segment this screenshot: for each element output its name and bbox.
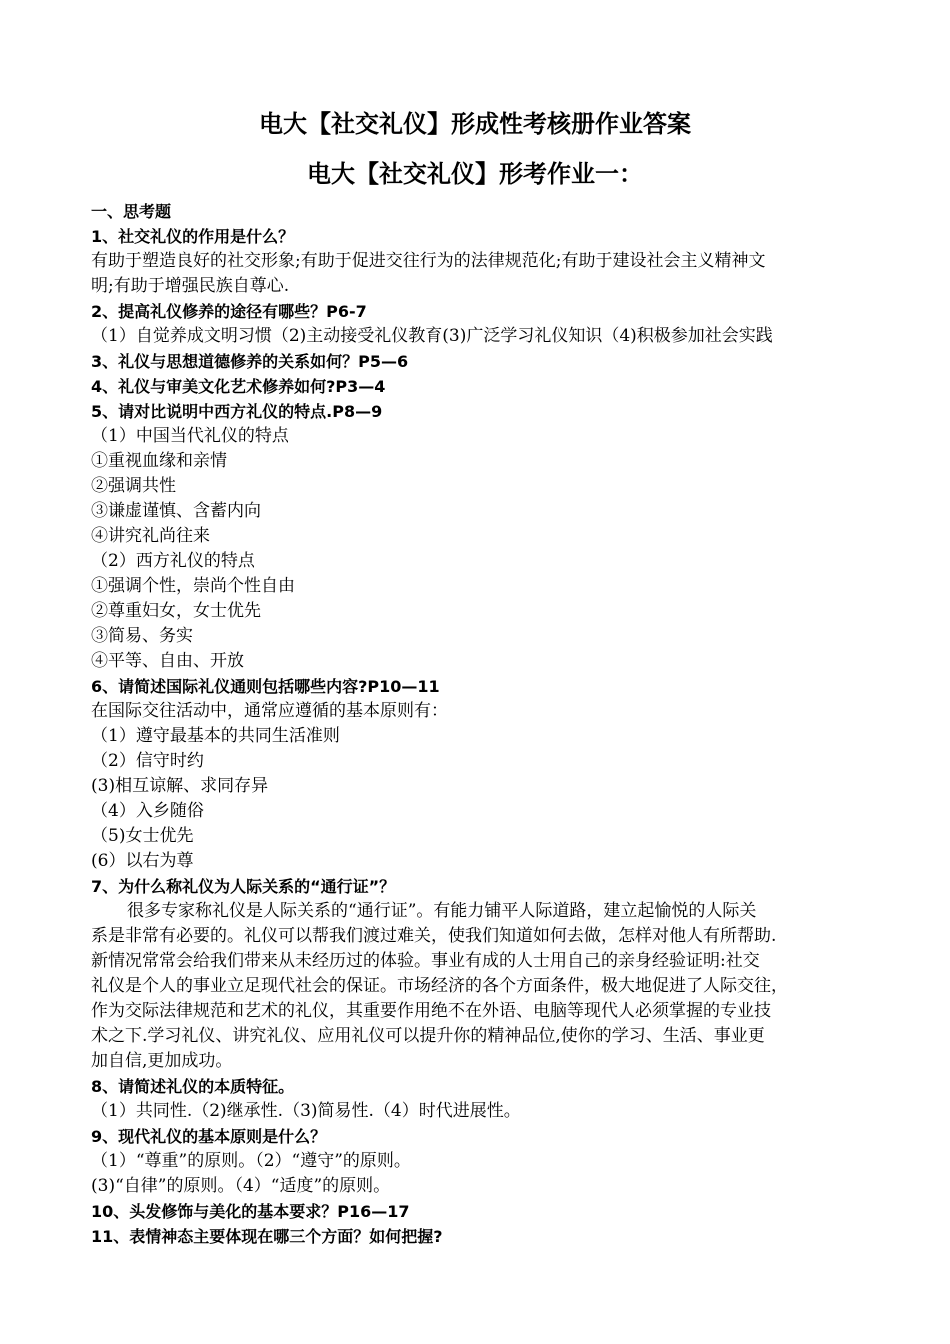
answer-line: ①强调个性，崇尚个性自由	[91, 576, 295, 596]
question-line: 一、思考题	[91, 202, 172, 221]
answer-line: ④平等、自由、开放	[91, 651, 244, 671]
answer-line: 有助于塑造良好的社交形象;有助于促进交往行为的法律规范化;有助于建设社会主义精神文	[91, 251, 766, 271]
answer-line: （1）自觉养成文明习惯（2)主动接受礼仪教育(3)广泛学习礼仪知识（4)积极参加社会实践	[91, 326, 773, 346]
answer-line: 在国际交往活动中，通常应遵循的基本原则有：	[91, 701, 448, 721]
document-title: 电大【社交礼仪】形成性考核册作业答案	[259, 110, 691, 138]
answer-line: （1）遵守最基本的共同生活准则	[91, 726, 340, 746]
answer-line: （5)女士优先	[91, 826, 194, 846]
answer-line: ①重视血缘和亲情	[91, 451, 227, 471]
answer-line: (3)“自律”的原则。（4）“适度”的原则。	[91, 1176, 391, 1196]
answer-line: (6）以右为尊	[91, 851, 194, 871]
answer-line: （1）“尊重”的原则。（2）“遵守”的原则。	[91, 1151, 411, 1171]
answer-line: (3)相互谅解、求同存异	[91, 776, 269, 796]
answer-line: （2）信守时约	[91, 751, 204, 771]
answer-line: 明;有助于增强民族自尊心.	[91, 276, 290, 296]
question-line: 7、为什么称礼仪为人际关系的“通行证”？	[91, 877, 396, 896]
question-line: 8、请简述礼仪的本质特征。	[91, 1077, 295, 1096]
document-body	[91, 199, 866, 1249]
answer-line: 作为交际法律规范和艺术的礼仪，其重要作用绝不在外语、电脑等现代人必须掌握的专业技	[91, 1001, 771, 1021]
answer-line: ④讲究礼尚往来	[91, 526, 210, 546]
question-line: 3、礼仪与思想道德修养的关系如何？P5—6	[91, 352, 409, 371]
answer-line: （4）入乡随俗	[91, 801, 204, 821]
document-subtitle: 电大【社交礼仪】形考作业一：	[307, 160, 643, 188]
question-line: 4、礼仪与审美文化艺术修养如何?P3—4	[91, 377, 386, 396]
answer-line: （2）西方礼仪的特点	[91, 551, 255, 571]
answer-line: （1）共同性.（2)继承性.（3)简易性.（4）时代进展性。	[91, 1101, 521, 1121]
answer-line: 加自信,更加成功。	[91, 1051, 233, 1071]
answer-line: （1）中国当代礼仪的特点	[91, 426, 289, 446]
answer-line: 礼仪是个人的事业立足现代社会的保证。市场经济的各个方面条件，极大地促进了人际交往，	[91, 976, 788, 996]
question-line: 6、请简述国际礼仪通则包括哪些内容?P10—11	[91, 677, 440, 696]
answer-line: ③谦虚谨慎、含蓄内向	[91, 501, 261, 521]
question-line: 2、提高礼仪修养的途径有哪些？P6-7	[91, 302, 367, 321]
question-line: 5、请对比说明中西方礼仪的特点.P8—9	[91, 402, 383, 421]
answer-line: ③简易、务实	[91, 626, 193, 646]
answer-line: 新情况常常会给我们带来从未经历过的体验。事业有成的人士用自己的亲身经验证明:社交	[91, 951, 760, 971]
question-line: 9、现代礼仪的基本原则是什么？	[91, 1127, 327, 1146]
answer-line: ②尊重妇女，女士优先	[91, 601, 261, 621]
question-line: 10、头发修饰与美化的基本要求？P16—17	[91, 1202, 410, 1221]
question-line: 11、表情神态主要体现在哪三个方面？如何把握?	[91, 1227, 443, 1246]
question-line: 1、社交礼仪的作用是什么？	[91, 227, 295, 246]
answer-line: ②强调共性	[91, 476, 176, 496]
answer-line: 系是非常有必要的。礼仪可以帮我们渡过难关，使我们知道如何去做，怎样对他人有所帮助.	[91, 926, 777, 946]
answer-line: 术之下.学习礼仪、讲究礼仪、应用礼仪可以提升你的精神品位,使你的学习、生活、事业更	[91, 1026, 765, 1046]
answer-paragraph-line: 很多专家称礼仪是人际关系的“通行证”。有能力铺平人际道路，建立起愉悦的人际关	[127, 901, 757, 921]
